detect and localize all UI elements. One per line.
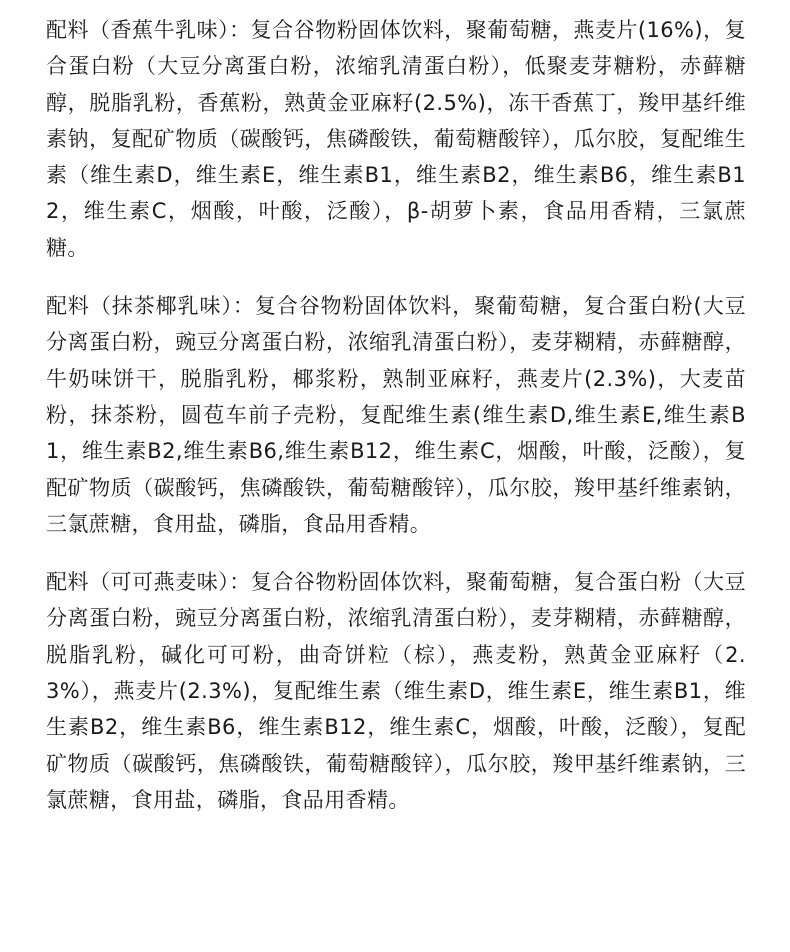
ingredients-banana-milk: 配料（香蕉牛乳味）：复合谷物粉固体饮料，聚葡萄糖，燕麦片(16%)，复合蛋白粉（大豆分离蛋白粉，浓缩乳清蛋白粉），低聚麦芽糖粉，赤藓糖醇，脱脂乳粉，香蕉粉，熟黄金亚麻籽(2.5%)，冻干香蕉丁，羧甲基纤维素钠，复配矿物质（碳酸钙，焦磷酸铁，葡萄糖酸锌），瓜尔胶，复配维生素（维生素D，维生素E，维生素B1，维生素B2，维生素B6，维生素B12，维生素C，烟酸，叶酸，泛酸），β-胡萝卜素，食品用香精，三氯蔗糖。 [46,18,746,260]
ingredients-matcha-coconut: 配料（抹茶椰乳味）：复合谷物粉固体饮料，聚葡萄糖，复合蛋白粉(大豆分离蛋白粉，豌豆分离蛋白粉，浓缩乳清蛋白粉），麦芽糊精，赤藓糖醇，牛奶味饼干，脱脂乳粉，椰浆粉，熟制亚麻籽，燕麦片(2.3%)，大麦苗粉，抹茶粉，圆苞车前子壳粉，复配维生素(维生素D,维生素E,维生素B1，维生素B2,维生素B6,维生素B12，维生素C，烟酸，叶酸，泛酸），复配矿物质（碳酸钙，焦磷酸铁，葡萄糖酸锌），瓜尔胶，羧甲基纤维素钠，三氯蔗糖，食用盐，磷脂，食品用香精。 [46,294,746,536]
ingredients-cocoa-oat: 配料（可可燕麦味）：复合谷物粉固体饮料，聚葡萄糖，复合蛋白粉（大豆分离蛋白粉，豌豆分离蛋白粉，浓缩乳清蛋白粉），麦芽糊精，赤藓糖醇，脱脂乳粉，碱化可可粉，曲奇饼粒（棕），燕麦粉，熟黄金亚麻籽（2.3%），燕麦片(2.3%)，复配维生素（维生素D，维生素E，维生素B1，维生素B2，维生素B6，维生素B12，维生素C，烟酸，叶酸，泛酸），复配矿物质（碳酸钙，焦磷酸铁，葡萄糖酸锌），瓜尔胶，羧甲基纤维素钠，三氯蔗糖，食用盐，磷脂，食品用香精。 [46,570,746,812]
